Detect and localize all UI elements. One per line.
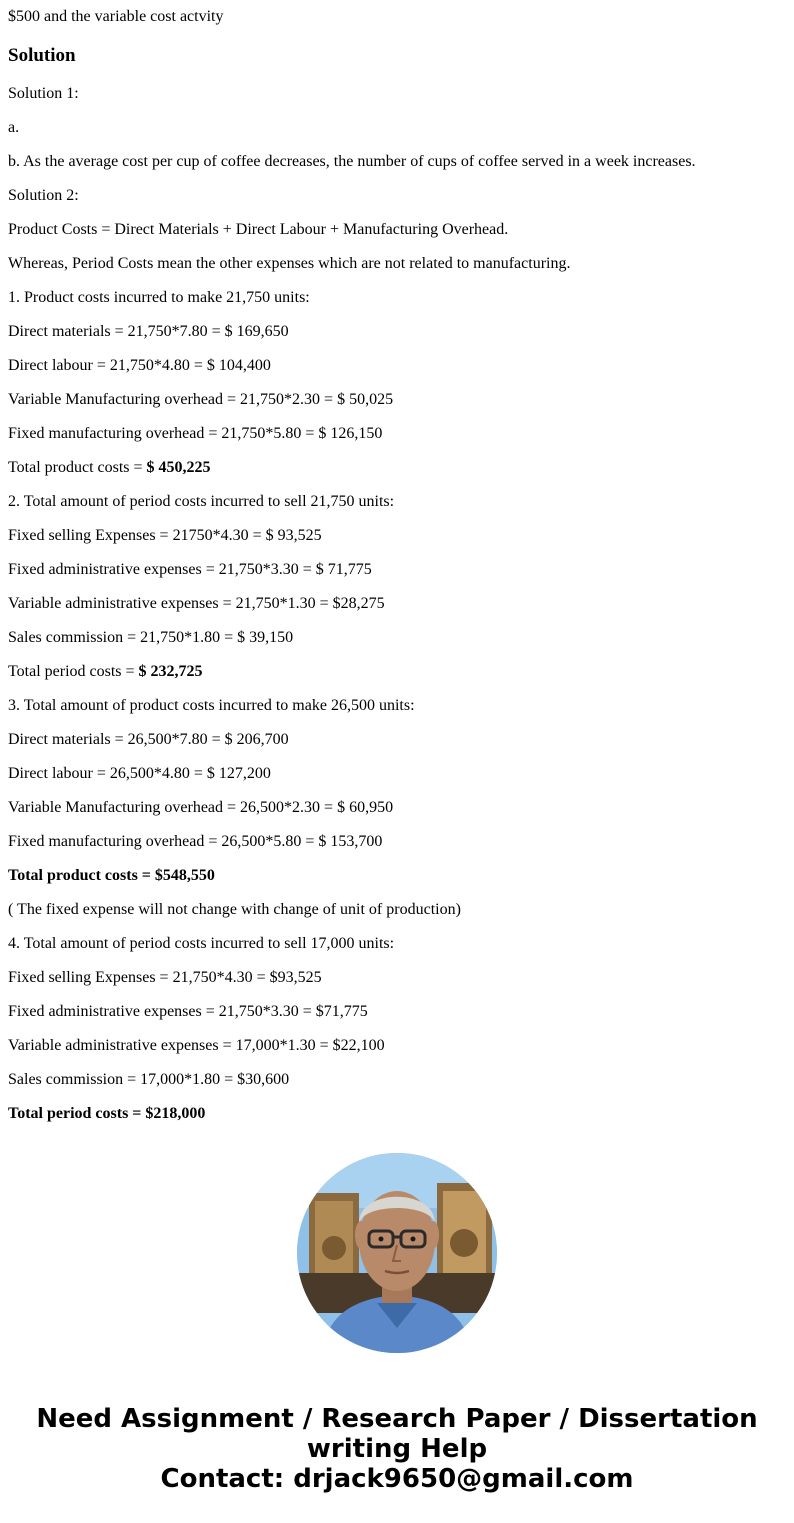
line-bold-total: Total product costs = $548,550 [8, 867, 215, 884]
author-avatar [297, 1153, 497, 1353]
solution-line [8, 561, 696, 595]
line-text: Sales commission = 17,000*1.80 = $30,600 [8, 1071, 290, 1088]
line-text: a. [8, 119, 20, 136]
solution-line [8, 119, 696, 153]
solution-line [8, 1037, 696, 1071]
promo-footer [0, 1404, 794, 1494]
line-text: Solution 2: [8, 187, 79, 204]
solution-line [8, 255, 696, 289]
line-text: Variable Manufacturing overhead = 21,750*2.30 = $ 50,025 [8, 391, 394, 408]
solution-line [8, 867, 696, 901]
line-text: Whereas, Period Costs mean the other expenses which are not related to manufacturing. [8, 255, 571, 272]
solution-line [8, 969, 696, 1003]
solution-line [8, 901, 696, 935]
solution-line [8, 663, 696, 697]
intro-fragment: $500 and the variable cost actvity [8, 8, 224, 25]
solution-line [8, 595, 696, 629]
line-text: Direct labour = 21,750*4.80 = $ 104,400 [8, 357, 271, 374]
solution-line [8, 629, 696, 663]
line-text: Fixed manufacturing overhead = 21,750*5.80 = $ 126,150 [8, 425, 383, 442]
line-text: b. As the average cost per cup of coffee decreases, the number of cups of coffee served in a week increases. [8, 153, 696, 170]
line-text: 2. Total amount of period costs incurred to sell 21,750 units: [8, 493, 395, 510]
author-photo-illustration [297, 1153, 497, 1353]
solution-heading: Solution [8, 45, 76, 66]
line-bold-total: $ 232,725 [138, 663, 203, 680]
solution-line [8, 833, 696, 867]
solution-line [8, 323, 696, 357]
line-text: 4. Total amount of period costs incurred to sell 17,000 units: [8, 935, 395, 952]
line-text: 3. Total amount of product costs incurred to make 26,500 units: [8, 697, 415, 714]
solution-line [8, 85, 696, 119]
line-text: Product Costs = Direct Materials + Direct Labour + Manufacturing Overhead. [8, 221, 509, 238]
promo-line-1: Need Assignment / Research Paper / Dissertation [36, 1404, 758, 1434]
line-text: Variable administrative expenses = 17,000*1.30 = $22,100 [8, 1037, 385, 1054]
solution-line [8, 1003, 696, 1037]
solution-line [8, 731, 696, 765]
line-text: Fixed manufacturing overhead = 26,500*5.80 = $ 153,700 [8, 833, 383, 850]
solution-line [8, 187, 696, 221]
solution-line [8, 425, 696, 459]
solution-line [8, 493, 696, 527]
line-text: 1. Product costs incurred to make 21,750 units: [8, 289, 310, 306]
solution-lines [8, 85, 696, 1139]
line-text: Fixed selling Expenses = 21750*4.30 = $ 93,525 [8, 527, 322, 544]
line-text: Fixed selling Expenses = 21,750*4.30 = $93,525 [8, 969, 322, 986]
line-text: ( The fixed expense will not change with change of unit of production) [8, 901, 461, 918]
promo-contact-line: Contact: drjack9650@gmail.com [160, 1464, 634, 1494]
solution-line [8, 765, 696, 799]
solution-line [8, 221, 696, 255]
line-bold-total: Total period costs = $218,000 [8, 1105, 206, 1122]
line-text: Direct materials = 21,750*7.80 = $ 169,650 [8, 323, 289, 340]
line-text: Direct labour = 26,500*4.80 = $ 127,200 [8, 765, 271, 782]
solution-line [8, 459, 696, 493]
line-text: Solution 1: [8, 85, 79, 102]
promo-line-2: writing Help [306, 1434, 488, 1464]
line-text: Total product costs = [8, 459, 147, 476]
solution-line [8, 289, 696, 323]
line-text: Fixed administrative expenses = 21,750*3.30 = $71,775 [8, 1003, 368, 1020]
solution-line [8, 527, 696, 561]
line-text: Fixed administrative expenses = 21,750*3.30 = $ 71,775 [8, 561, 372, 578]
line-text: Direct materials = 26,500*7.80 = $ 206,700 [8, 731, 289, 748]
line-bold-total: $ 450,225 [146, 459, 211, 476]
solution-line [8, 799, 696, 833]
solution-line [8, 935, 696, 969]
solution-line [8, 357, 696, 391]
solution-line [8, 697, 696, 731]
line-text: Total period costs = [8, 663, 139, 680]
solution-line [8, 391, 696, 425]
line-text: Variable Manufacturing overhead = 26,500*2.30 = $ 60,950 [8, 799, 394, 816]
line-text: Variable administrative expenses = 21,750*1.30 = $28,275 [8, 595, 385, 612]
solution-line [8, 1105, 696, 1139]
solution-line [8, 1071, 696, 1105]
solution-line [8, 153, 696, 187]
line-text: Sales commission = 21,750*1.80 = $ 39,150 [8, 629, 294, 646]
